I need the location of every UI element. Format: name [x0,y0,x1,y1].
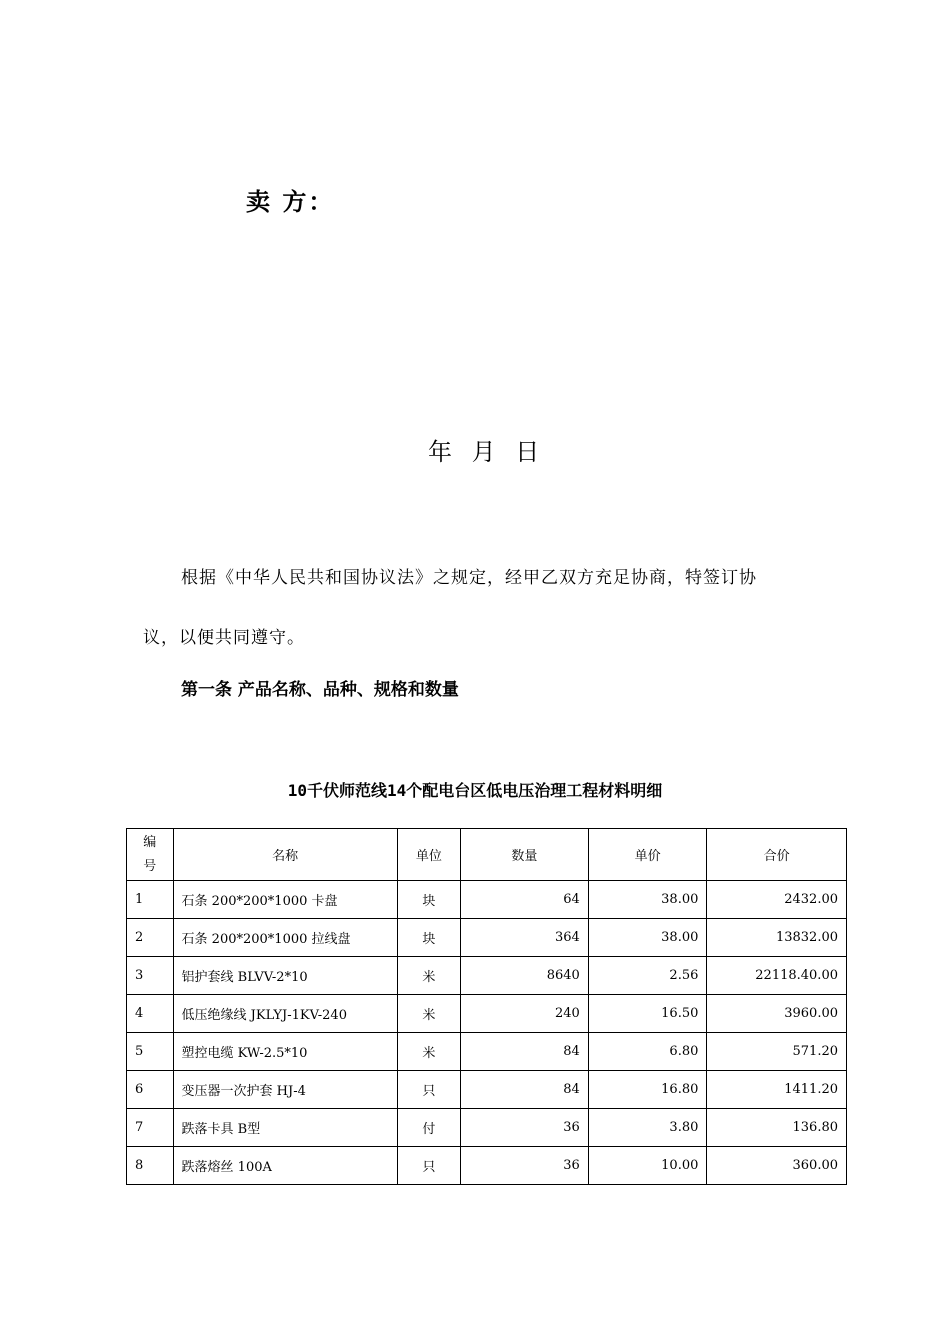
seller-label: 卖 方： [246,188,335,216]
section-heading: 第一条 产品名称、品种、规格和数量 [181,680,459,700]
header-total: 合价 [707,829,847,881]
cell-name: 跌落熔丝 100A [173,1147,397,1185]
cell-total: 3960.00 [707,995,847,1033]
cell-unit: 只 [397,1071,460,1109]
cell-unit: 付 [397,1109,460,1147]
cell-unit: 块 [397,919,460,957]
cell-price: 38.00 [588,919,707,957]
cell-qty: 36 [461,1147,589,1185]
cell-price: 2.56 [588,957,707,995]
cell-qty: 240 [461,995,589,1033]
cell-no: 2 [127,919,174,957]
table-row [127,881,847,919]
cell-no: 7 [127,1109,174,1147]
cell-total: 571.20 [707,1033,847,1071]
cell-total: 2432.00 [707,881,847,919]
cell-no: 5 [127,1033,174,1071]
cell-name: 低压绝缘线 JKLYJ-1KV-240 [173,995,397,1033]
cell-no: 3 [127,957,174,995]
cell-no: 8 [127,1147,174,1185]
cell-qty: 36 [461,1109,589,1147]
cell-qty: 8640 [461,957,589,995]
cell-name: 石条 200*200*1000 卡盘 [173,881,397,919]
paragraph-line-2: 议，以便共同遵守。 [143,628,305,648]
materials-table [126,828,847,1185]
cell-name: 塑控电缆 KW-2.5*10 [173,1033,397,1071]
cell-qty: 84 [461,1071,589,1109]
cell-qty: 64 [461,881,589,919]
header-no-label: 编号 [143,834,157,874]
header-unit: 单位 [397,829,460,881]
table-row [127,1071,847,1109]
cell-unit: 块 [397,881,460,919]
cell-no: 1 [127,881,174,919]
table-row [127,995,847,1033]
cell-qty: 364 [461,919,589,957]
cell-total: 13832.00 [707,919,847,957]
header-qty: 数量 [461,829,589,881]
cell-name: 跌落卡具 B型 [173,1109,397,1147]
table-row [127,1033,847,1071]
cell-price: 10.00 [588,1147,707,1185]
cell-price: 16.50 [588,995,707,1033]
cell-price: 6.80 [588,1033,707,1071]
cell-price: 3.80 [588,1109,707,1147]
table-row [127,1109,847,1147]
cell-unit: 只 [397,1147,460,1185]
cell-qty: 84 [461,1033,589,1071]
cell-name: 石条 200*200*1000 拉线盘 [173,919,397,957]
table-header-row [127,829,847,881]
header-no [127,829,174,881]
cell-total: 1411.20 [707,1071,847,1109]
cell-unit: 米 [397,995,460,1033]
paragraph-line-1: 根据《中华人民共和国协议法》之规定，经甲乙双方充足协商，特签订协 [181,568,757,588]
table-title: 10千伏师范线14个配电台区低电压治理工程材料明细 [287,781,663,800]
cell-name: 变压器一次护套 HJ-4 [173,1071,397,1109]
cell-unit: 米 [397,1033,460,1071]
header-name: 名称 [173,829,397,881]
cell-no: 4 [127,995,174,1033]
table-row [127,1147,847,1185]
table-row [127,919,847,957]
cell-price: 38.00 [588,881,707,919]
cell-name: 铝护套线 BLVV-2*10 [173,957,397,995]
date-line: 年 月 日 [428,438,546,466]
table-row [127,957,847,995]
cell-no: 6 [127,1071,174,1109]
cell-total: 360.00 [707,1147,847,1185]
cell-unit: 米 [397,957,460,995]
cell-total: 22118.40.00 [707,957,847,995]
header-price: 单价 [588,829,707,881]
cell-price: 16.80 [588,1071,707,1109]
cell-total: 136.80 [707,1109,847,1147]
